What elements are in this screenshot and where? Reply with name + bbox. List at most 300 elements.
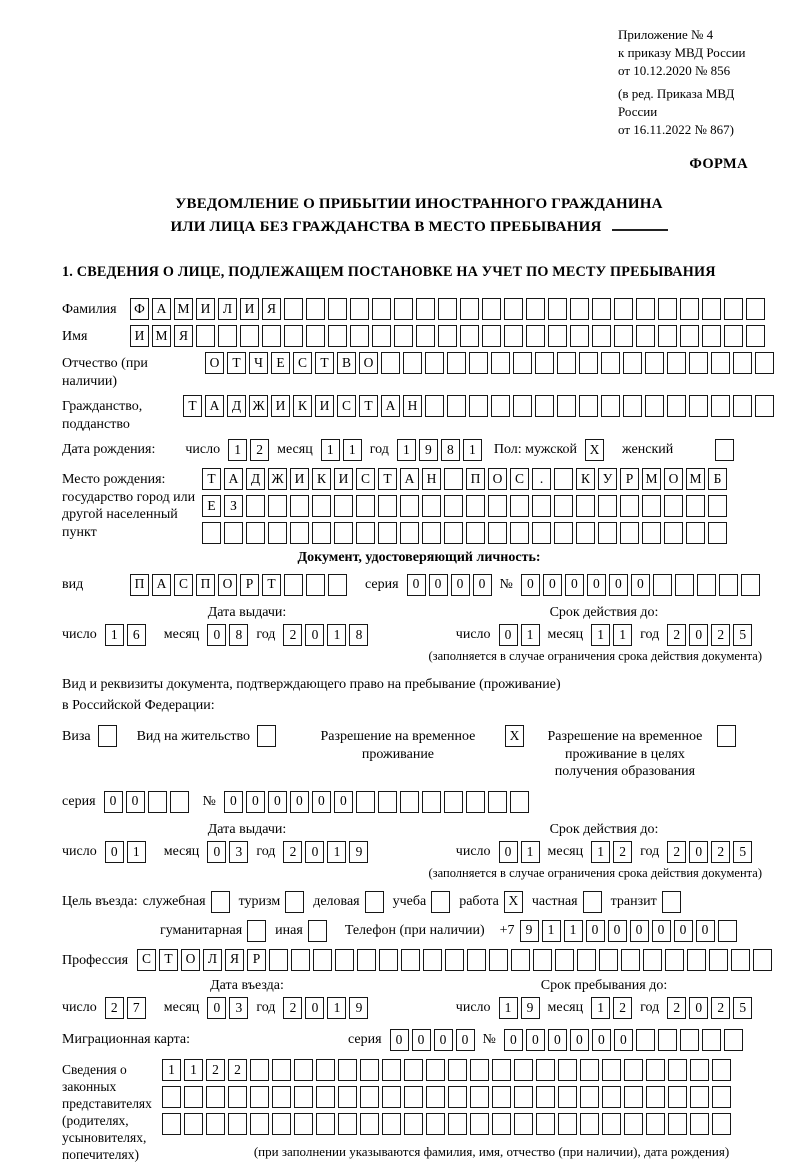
cell[interactable]: 1 xyxy=(591,624,610,646)
cell[interactable]: М xyxy=(642,468,661,490)
cell[interactable] xyxy=(514,1059,533,1081)
cell[interactable] xyxy=(316,1086,335,1108)
cell[interactable] xyxy=(712,1086,731,1108)
cell[interactable]: О xyxy=(205,352,224,374)
cell[interactable] xyxy=(357,949,376,971)
birth-year-cells[interactable] xyxy=(397,439,482,461)
cell[interactable] xyxy=(184,1113,203,1135)
cell[interactable] xyxy=(576,522,595,544)
cell[interactable] xyxy=(328,298,347,320)
cell[interactable]: М xyxy=(686,468,705,490)
cell[interactable]: Т xyxy=(359,395,378,417)
cell[interactable]: 0 xyxy=(689,624,708,646)
cell[interactable]: 2 xyxy=(250,439,269,461)
cell[interactable]: 0 xyxy=(290,791,309,813)
purpose-work-checkbox[interactable] xyxy=(504,891,523,913)
id-issue-day-cells[interactable] xyxy=(105,624,146,646)
cell[interactable] xyxy=(250,1086,269,1108)
cell[interactable] xyxy=(250,1113,269,1135)
cell[interactable]: 1 xyxy=(127,841,146,863)
cell[interactable] xyxy=(382,1086,401,1108)
cell[interactable] xyxy=(444,791,463,813)
cell[interactable] xyxy=(658,298,677,320)
purpose-humanitarian-checkbox[interactable] xyxy=(247,920,266,942)
cell[interactable] xyxy=(623,395,642,417)
cell[interactable] xyxy=(580,1059,599,1081)
cell[interactable]: Б xyxy=(708,468,727,490)
cell[interactable] xyxy=(98,725,117,747)
cell[interactable]: 0 xyxy=(570,1029,589,1051)
cell[interactable]: Т xyxy=(227,352,246,374)
cell[interactable] xyxy=(482,325,501,347)
cell[interactable] xyxy=(492,1059,511,1081)
cell[interactable]: Р xyxy=(240,574,259,596)
cell[interactable]: 9 xyxy=(520,920,539,942)
cell[interactable] xyxy=(467,949,486,971)
cell[interactable] xyxy=(510,522,529,544)
cell[interactable] xyxy=(653,574,672,596)
cell[interactable]: 9 xyxy=(349,841,368,863)
cell[interactable]: 1 xyxy=(564,920,583,942)
cell[interactable] xyxy=(555,949,574,971)
cell[interactable] xyxy=(558,1113,577,1135)
cell[interactable] xyxy=(426,1086,445,1108)
cell[interactable] xyxy=(702,1029,721,1051)
cell[interactable]: 0 xyxy=(305,841,324,863)
cell[interactable]: С xyxy=(137,949,156,971)
cell[interactable]: 0 xyxy=(592,1029,611,1051)
cell[interactable] xyxy=(554,495,573,517)
cell[interactable]: 0 xyxy=(104,791,123,813)
cell[interactable]: 2 xyxy=(228,1059,247,1081)
cell[interactable]: 2 xyxy=(613,841,632,863)
cell[interactable] xyxy=(262,325,281,347)
cell[interactable] xyxy=(202,522,221,544)
cell[interactable] xyxy=(356,522,375,544)
cell[interactable] xyxy=(360,1059,379,1081)
cell[interactable] xyxy=(620,522,639,544)
cell[interactable]: Т xyxy=(262,574,281,596)
cell[interactable]: 0 xyxy=(207,624,226,646)
cell[interactable] xyxy=(579,352,598,374)
cell[interactable] xyxy=(708,522,727,544)
permit-valid-month-cells[interactable] xyxy=(591,841,632,863)
cell[interactable] xyxy=(469,395,488,417)
cell[interactable] xyxy=(285,891,304,913)
cell[interactable] xyxy=(460,298,479,320)
cell[interactable]: 0 xyxy=(499,841,518,863)
surname-cells[interactable] xyxy=(130,298,765,320)
cell[interactable] xyxy=(308,920,327,942)
cell[interactable] xyxy=(334,495,353,517)
cell[interactable] xyxy=(636,298,655,320)
cell[interactable] xyxy=(382,1113,401,1135)
cell[interactable] xyxy=(422,522,441,544)
purpose-tourism-checkbox[interactable] xyxy=(285,891,304,913)
cell[interactable] xyxy=(746,298,765,320)
cell[interactable]: С xyxy=(356,468,375,490)
cell[interactable] xyxy=(536,1086,555,1108)
cell[interactable]: 0 xyxy=(412,1029,431,1051)
cell[interactable] xyxy=(328,325,347,347)
cell[interactable]: 1 xyxy=(521,624,540,646)
cell[interactable] xyxy=(294,1059,313,1081)
cell[interactable]: М xyxy=(174,298,193,320)
cell[interactable]: Р xyxy=(620,468,639,490)
cell[interactable] xyxy=(290,495,309,517)
cell[interactable] xyxy=(755,395,774,417)
cell[interactable]: 0 xyxy=(434,1029,453,1051)
cell[interactable]: А xyxy=(381,395,400,417)
cell[interactable] xyxy=(636,325,655,347)
cell[interactable] xyxy=(372,325,391,347)
cell[interactable] xyxy=(646,1113,665,1135)
cell[interactable] xyxy=(228,1113,247,1135)
cell[interactable] xyxy=(284,298,303,320)
cell[interactable] xyxy=(360,1086,379,1108)
profession-cells[interactable] xyxy=(137,949,772,971)
cell[interactable]: Т xyxy=(378,468,397,490)
cell[interactable] xyxy=(687,949,706,971)
cell[interactable]: И xyxy=(290,468,309,490)
cell[interactable] xyxy=(535,352,554,374)
cell[interactable] xyxy=(510,791,529,813)
cell[interactable]: . xyxy=(532,468,551,490)
representatives-cells-3[interactable] xyxy=(162,1113,731,1135)
cell[interactable]: 0 xyxy=(456,1029,475,1051)
cell[interactable]: 2 xyxy=(105,997,124,1019)
cell[interactable] xyxy=(491,395,510,417)
cell[interactable]: З xyxy=(224,495,243,517)
cell[interactable]: 2 xyxy=(711,624,730,646)
cell[interactable]: В xyxy=(337,352,356,374)
cell[interactable] xyxy=(642,495,661,517)
cell[interactable] xyxy=(224,522,243,544)
cell[interactable] xyxy=(431,891,450,913)
cell[interactable] xyxy=(719,574,738,596)
cell[interactable] xyxy=(514,1086,533,1108)
cell[interactable]: 0 xyxy=(543,574,562,596)
stay-month-cells[interactable] xyxy=(591,997,632,1019)
cell[interactable]: М xyxy=(152,325,171,347)
cell[interactable]: Т xyxy=(183,395,202,417)
cell[interactable] xyxy=(162,1086,181,1108)
cell[interactable] xyxy=(536,1113,555,1135)
cell[interactable] xyxy=(448,1113,467,1135)
permit-valid-year-cells[interactable] xyxy=(667,841,752,863)
cell[interactable] xyxy=(250,1059,269,1081)
cell[interactable] xyxy=(206,1113,225,1135)
cell[interactable] xyxy=(624,1113,643,1135)
cell[interactable] xyxy=(620,495,639,517)
id-valid-month-cells[interactable] xyxy=(591,624,632,646)
cell[interactable] xyxy=(667,395,686,417)
cell[interactable] xyxy=(624,1086,643,1108)
cell[interactable] xyxy=(381,352,400,374)
cell[interactable] xyxy=(416,298,435,320)
cell[interactable] xyxy=(690,1113,709,1135)
cell[interactable]: Д xyxy=(227,395,246,417)
cell[interactable] xyxy=(426,1059,445,1081)
cell[interactable]: 0 xyxy=(614,1029,633,1051)
cell[interactable] xyxy=(148,791,167,813)
cell[interactable] xyxy=(680,1029,699,1051)
cell[interactable] xyxy=(425,395,444,417)
cell[interactable] xyxy=(532,495,551,517)
cell[interactable]: С xyxy=(337,395,356,417)
cell[interactable]: 2 xyxy=(283,997,302,1019)
cell[interactable] xyxy=(466,791,485,813)
cell[interactable]: 0 xyxy=(652,920,671,942)
cell[interactable] xyxy=(306,574,325,596)
cell[interactable]: 0 xyxy=(473,574,492,596)
cell[interactable]: Д xyxy=(246,468,265,490)
cell[interactable]: Л xyxy=(218,298,237,320)
cell[interactable]: 0 xyxy=(565,574,584,596)
cell[interactable] xyxy=(272,1059,291,1081)
purpose-official-checkbox[interactable] xyxy=(211,891,230,913)
cell[interactable]: 0 xyxy=(429,574,448,596)
cell[interactable]: 0 xyxy=(587,574,606,596)
cell[interactable] xyxy=(646,1086,665,1108)
cell[interactable] xyxy=(240,325,259,347)
cell[interactable] xyxy=(664,495,683,517)
cell[interactable] xyxy=(570,325,589,347)
cell[interactable] xyxy=(557,352,576,374)
cell[interactable] xyxy=(269,949,288,971)
cell[interactable]: О xyxy=(218,574,237,596)
cell[interactable]: Н xyxy=(403,395,422,417)
cell[interactable]: 0 xyxy=(548,1029,567,1051)
cell[interactable] xyxy=(372,298,391,320)
cell[interactable]: Ф xyxy=(130,298,149,320)
cell[interactable] xyxy=(621,949,640,971)
cell[interactable]: 0 xyxy=(268,791,287,813)
cell[interactable] xyxy=(400,791,419,813)
permit-number-cells[interactable] xyxy=(224,791,529,813)
cell[interactable] xyxy=(526,298,545,320)
cell[interactable]: 1 xyxy=(327,624,346,646)
cell[interactable] xyxy=(504,325,523,347)
cell[interactable] xyxy=(291,949,310,971)
birth-month-cells[interactable] xyxy=(321,439,362,461)
cell[interactable] xyxy=(365,891,384,913)
cell[interactable] xyxy=(576,495,595,517)
cell[interactable] xyxy=(733,352,752,374)
cell[interactable]: 2 xyxy=(711,997,730,1019)
cell[interactable] xyxy=(306,325,325,347)
cell[interactable] xyxy=(316,1059,335,1081)
cell[interactable]: 0 xyxy=(126,791,145,813)
cell[interactable]: 2 xyxy=(667,841,686,863)
cell[interactable] xyxy=(577,949,596,971)
cell[interactable]: 0 xyxy=(689,841,708,863)
cell[interactable] xyxy=(257,725,276,747)
purpose-private-checkbox[interactable] xyxy=(583,891,602,913)
cell[interactable]: 2 xyxy=(667,997,686,1019)
cell[interactable]: И xyxy=(271,395,290,417)
cell[interactable] xyxy=(246,522,265,544)
cell[interactable] xyxy=(711,352,730,374)
cell[interactable]: С xyxy=(293,352,312,374)
cell[interactable] xyxy=(690,1059,709,1081)
cell[interactable] xyxy=(247,920,266,942)
cell[interactable] xyxy=(658,325,677,347)
cell[interactable] xyxy=(470,1086,489,1108)
cell[interactable] xyxy=(272,1086,291,1108)
cell[interactable] xyxy=(697,574,716,596)
temp-permit-checkbox[interactable] xyxy=(505,725,524,747)
cell[interactable] xyxy=(513,395,532,417)
cell[interactable]: О xyxy=(664,468,683,490)
cell[interactable] xyxy=(667,352,686,374)
cell[interactable] xyxy=(583,891,602,913)
cell[interactable]: 2 xyxy=(206,1059,225,1081)
cell[interactable]: У xyxy=(598,468,617,490)
sex-male-checkbox[interactable] xyxy=(585,439,604,461)
cell[interactable]: 1 xyxy=(343,439,362,461)
cell[interactable] xyxy=(602,1086,621,1108)
cell[interactable] xyxy=(717,725,736,747)
visa-checkbox[interactable] xyxy=(98,725,117,747)
cell[interactable] xyxy=(400,522,419,544)
cell[interactable] xyxy=(334,522,353,544)
cell[interactable]: 0 xyxy=(608,920,627,942)
cell[interactable] xyxy=(360,1113,379,1135)
cell[interactable]: 0 xyxy=(246,791,265,813)
cell[interactable] xyxy=(665,949,684,971)
purpose-business-checkbox[interactable] xyxy=(365,891,384,913)
cell[interactable] xyxy=(444,522,463,544)
birth-day-cells[interactable] xyxy=(228,439,269,461)
cell[interactable] xyxy=(290,522,309,544)
cell[interactable] xyxy=(268,522,287,544)
cell[interactable] xyxy=(394,325,413,347)
cell[interactable]: 0 xyxy=(586,920,605,942)
cell[interactable] xyxy=(162,1113,181,1135)
representatives-cells-1[interactable] xyxy=(162,1059,731,1081)
cell[interactable]: 0 xyxy=(390,1029,409,1051)
cell[interactable] xyxy=(557,395,576,417)
cell[interactable] xyxy=(580,1086,599,1108)
cell[interactable] xyxy=(602,1059,621,1081)
cell[interactable] xyxy=(715,439,734,461)
cell[interactable] xyxy=(570,298,589,320)
birth-place-cells-1[interactable] xyxy=(202,468,727,490)
cell[interactable] xyxy=(488,522,507,544)
cell[interactable] xyxy=(548,298,567,320)
cell[interactable] xyxy=(218,325,237,347)
cell[interactable]: X xyxy=(505,725,524,747)
cell[interactable] xyxy=(718,920,737,942)
cell[interactable] xyxy=(746,325,765,347)
permit-series-cells[interactable] xyxy=(104,791,189,813)
doc-type-cells[interactable] xyxy=(130,574,347,596)
cell[interactable]: 9 xyxy=(349,997,368,1019)
cell[interactable] xyxy=(680,298,699,320)
cell[interactable]: Н xyxy=(422,468,441,490)
purpose-study-checkbox[interactable] xyxy=(431,891,450,913)
cell[interactable]: 0 xyxy=(609,574,628,596)
cell[interactable] xyxy=(623,352,642,374)
cell[interactable] xyxy=(702,325,721,347)
name-cells[interactable] xyxy=(130,325,765,347)
permit-issue-month-cells[interactable] xyxy=(207,841,248,863)
cell[interactable]: 1 xyxy=(463,439,482,461)
cell[interactable]: 0 xyxy=(504,1029,523,1051)
cell[interactable]: Т xyxy=(202,468,221,490)
cell[interactable] xyxy=(356,791,375,813)
cell[interactable]: 2 xyxy=(711,841,730,863)
cell[interactable] xyxy=(228,1086,247,1108)
cell[interactable] xyxy=(338,1086,357,1108)
cell[interactable] xyxy=(284,325,303,347)
cell[interactable] xyxy=(614,325,633,347)
cell[interactable] xyxy=(513,352,532,374)
cell[interactable]: 7 xyxy=(127,997,146,1019)
cell[interactable]: 1 xyxy=(613,624,632,646)
cell[interactable]: П xyxy=(130,574,149,596)
cell[interactable]: X xyxy=(585,439,604,461)
cell[interactable] xyxy=(313,949,332,971)
cell[interactable] xyxy=(554,468,573,490)
cell[interactable]: И xyxy=(315,395,334,417)
cell[interactable]: 0 xyxy=(526,1029,545,1051)
cell[interactable] xyxy=(438,325,457,347)
cell[interactable] xyxy=(404,1113,423,1135)
cell[interactable] xyxy=(532,522,551,544)
phone-cells[interactable] xyxy=(520,920,737,942)
temp-permit-edu-checkbox[interactable] xyxy=(717,725,736,747)
cell[interactable]: 0 xyxy=(630,920,649,942)
cell[interactable]: 8 xyxy=(229,624,248,646)
cell[interactable] xyxy=(711,395,730,417)
cell[interactable]: С xyxy=(510,468,529,490)
cell[interactable]: 2 xyxy=(283,841,302,863)
cell[interactable] xyxy=(379,949,398,971)
cell[interactable]: 0 xyxy=(689,997,708,1019)
cell[interactable]: 3 xyxy=(229,841,248,863)
cell[interactable] xyxy=(350,325,369,347)
cell[interactable] xyxy=(526,325,545,347)
cell[interactable]: И xyxy=(334,468,353,490)
cell[interactable] xyxy=(680,325,699,347)
cell[interactable] xyxy=(668,1059,687,1081)
cell[interactable] xyxy=(378,522,397,544)
cell[interactable] xyxy=(470,1059,489,1081)
cell[interactable]: 0 xyxy=(312,791,331,813)
id-number-cells[interactable] xyxy=(521,574,760,596)
cell[interactable] xyxy=(662,891,681,913)
cell[interactable]: 0 xyxy=(207,841,226,863)
cell[interactable] xyxy=(312,495,331,517)
cell[interactable] xyxy=(382,1059,401,1081)
cell[interactable] xyxy=(328,574,347,596)
cell[interactable] xyxy=(753,949,772,971)
cell[interactable]: 1 xyxy=(591,997,610,1019)
cell[interactable] xyxy=(338,1059,357,1081)
cell[interactable]: 1 xyxy=(327,841,346,863)
cell[interactable] xyxy=(312,522,331,544)
cell[interactable] xyxy=(645,395,664,417)
purpose-other-checkbox[interactable] xyxy=(308,920,327,942)
cell[interactable] xyxy=(668,1113,687,1135)
cell[interactable] xyxy=(423,949,442,971)
cell[interactable] xyxy=(447,395,466,417)
cell[interactable]: 5 xyxy=(733,624,752,646)
cell[interactable]: 0 xyxy=(305,624,324,646)
patronymic-cells[interactable] xyxy=(205,352,774,374)
